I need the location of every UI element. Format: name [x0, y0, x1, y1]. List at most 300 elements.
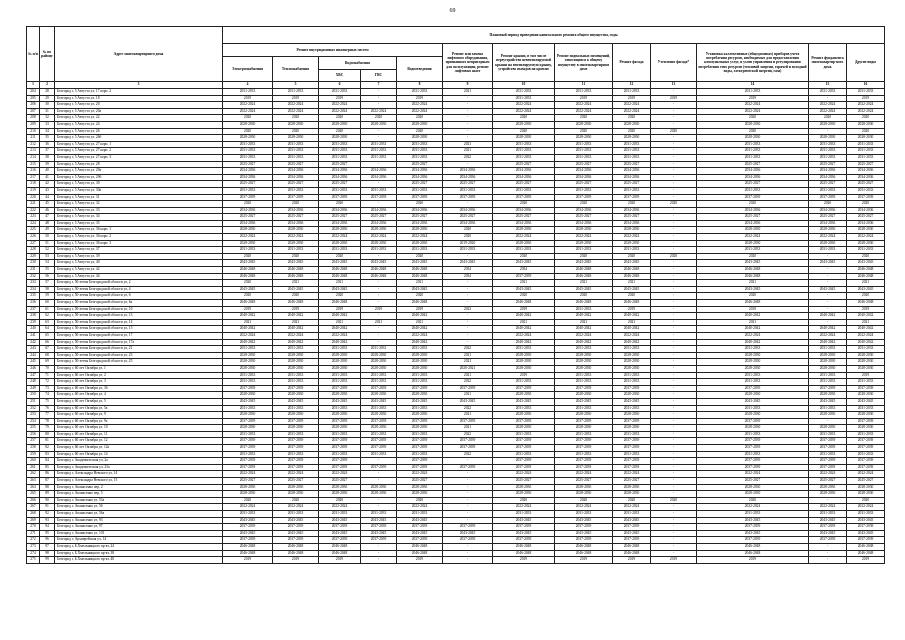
column-number: 15	[809, 82, 847, 89]
period-cell: 2043-2045	[223, 286, 273, 293]
period-cell: 2020	[443, 234, 493, 241]
period-cell: -	[443, 550, 493, 557]
period-cell: 2037-2039	[613, 537, 651, 544]
period-cell: -	[651, 174, 697, 181]
period-cell: 2037-2039	[273, 418, 319, 425]
period-cell: 2043-2045	[555, 260, 613, 267]
period-cell: -	[443, 95, 493, 102]
period-cell: 2020	[651, 253, 697, 260]
period-cell: 2043-2045	[809, 286, 847, 293]
table-row	[27, 497, 885, 504]
period-cell: 2046-2048	[319, 267, 361, 274]
period-cell: 2034-2036	[809, 207, 847, 214]
period-cell: 2037-2039	[697, 464, 809, 471]
period-cell: 2022-2024	[493, 108, 555, 115]
period-cell: 2037-2039	[555, 537, 613, 544]
period-cell: 2019	[397, 306, 443, 313]
district-number-cell: 43	[40, 187, 55, 194]
period-cell: 2028-2030	[397, 359, 443, 366]
period-cell: 2028-2030	[361, 359, 397, 366]
table-row	[27, 234, 885, 241]
period-cell: 2031-2033	[493, 247, 555, 254]
period-cell: 2037-2039	[361, 464, 397, 471]
period-cell: 2037-2039	[493, 418, 555, 425]
period-cell: 2031-2033	[361, 405, 397, 412]
column-number: 14	[697, 82, 809, 89]
period-cell: 2020	[223, 128, 273, 135]
period-cell: 2034-2036	[493, 220, 555, 227]
row-number-cell: 273	[27, 543, 40, 550]
table-row	[27, 187, 885, 194]
address-cell: Белгород г, Б.Хмельницкого пр-кт, 24	[55, 543, 223, 550]
period-cell: 2031-2033	[809, 379, 847, 386]
period-cell: 2037-2039	[493, 464, 555, 471]
period-cell: 2037-2039	[273, 445, 319, 452]
period-cell: 2040-2042	[223, 339, 273, 346]
period-cell: 2028-2030	[555, 491, 613, 498]
period-cell: -	[651, 445, 697, 452]
period-cell: 2046-2048	[223, 267, 273, 274]
period-cell: 2028-2030	[809, 359, 847, 366]
table-row	[27, 253, 885, 260]
district-number-cell: 69	[40, 359, 55, 366]
period-cell: 2043-2045	[273, 260, 319, 267]
period-cell: 2031-2033	[809, 89, 847, 96]
period-cell: 2028-2030	[223, 227, 273, 234]
period-cell: -	[443, 458, 493, 465]
period-cell: 2031-2033	[223, 148, 273, 155]
period-cell: 2022-2024	[319, 102, 361, 109]
period-cell: 2034-2036	[273, 168, 319, 175]
row-number-cell: 225	[27, 227, 40, 234]
period-cell: -	[651, 458, 697, 465]
period-cell: 2037-2039	[493, 537, 555, 544]
period-cell: 2034-2036	[361, 207, 397, 214]
district-number-cell: 35	[40, 135, 55, 142]
period-cell: -	[651, 108, 697, 115]
period-cell: 2031-2033	[273, 247, 319, 254]
period-cell: 2031-2033	[847, 247, 885, 254]
table-row	[27, 504, 885, 511]
table-row	[27, 557, 885, 564]
period-cell: 2019	[273, 306, 319, 313]
period-cell: 2031-2033	[847, 148, 885, 155]
district-number-cell: 32	[40, 115, 55, 122]
period-cell: -	[443, 121, 493, 128]
period-cell: 2037-2039	[397, 464, 443, 471]
address-cell: Белгород г, Александра Невского ул, 14	[55, 471, 223, 478]
period-cell: 2028-2030	[613, 412, 651, 419]
district-number-cell: 89	[40, 491, 55, 498]
row-number-cell: 263	[27, 478, 40, 485]
period-cell: 2020	[847, 293, 885, 300]
period-cell: 2020	[613, 115, 651, 122]
address-cell: Белгород г, 60 лет Октября ул, 10	[55, 425, 223, 432]
district-number-cell: 75	[40, 398, 55, 405]
period-cell: 2028-2030	[273, 227, 319, 234]
period-cell: -	[651, 484, 697, 491]
period-cell: -	[361, 293, 397, 300]
table-row	[27, 379, 885, 386]
period-cell: -	[361, 313, 397, 320]
period-cell: 2025-2027	[397, 214, 443, 221]
table-row	[27, 227, 885, 234]
district-number-cell: 40	[40, 168, 55, 175]
period-cell: 2031-2033	[555, 187, 613, 194]
period-cell: -	[651, 471, 697, 478]
period-cell: 2037-2039	[223, 418, 273, 425]
district-number-cell: 62	[40, 313, 55, 320]
period-cell: 2034-2036	[319, 168, 361, 175]
period-cell: 2040-2042	[809, 326, 847, 333]
period-cell: -	[651, 530, 697, 537]
period-cell: 2034-2036	[555, 207, 613, 214]
period-cell: -	[361, 458, 397, 465]
period-cell: 2046-2048	[397, 273, 443, 280]
period-cell: 2031-2033	[555, 346, 613, 353]
period-cell: -	[361, 543, 397, 550]
period-cell: 2020	[847, 115, 885, 122]
row-number-cell: 275	[27, 557, 40, 564]
period-cell: 2019	[847, 95, 885, 102]
row-number-cell: 247	[27, 372, 40, 379]
period-cell: 2020	[273, 253, 319, 260]
table-row	[27, 306, 885, 313]
period-cell: 2028-2030	[697, 412, 809, 419]
period-cell: 2037-2039	[847, 458, 885, 465]
period-cell: -	[809, 300, 847, 307]
period-cell: 2034-2036	[613, 207, 651, 214]
period-cell: 2025-2027	[319, 478, 361, 485]
period-cell: 2028-2030	[223, 425, 273, 432]
period-cell: -	[361, 300, 397, 307]
period-cell: 2031-2033	[697, 372, 809, 379]
period-cell: 2034-2036	[319, 220, 361, 227]
period-cell: 2019	[223, 306, 273, 313]
period-cell: 2031-2033	[223, 247, 273, 254]
period-cell: 2031-2033	[613, 154, 651, 161]
period-cell: 2031-2033	[397, 346, 443, 353]
period-cell: 2022-2024	[223, 332, 273, 339]
period-cell: 2046-2048	[223, 273, 273, 280]
district-number-cell: 77	[40, 412, 55, 419]
period-cell: 2046-2048	[223, 300, 273, 307]
period-cell: 2025-2027	[223, 478, 273, 485]
period-cell: 2021	[493, 280, 555, 287]
period-cell: 2037-2039	[809, 464, 847, 471]
period-cell: 2034	[443, 267, 493, 274]
period-cell: 2031-2033	[273, 141, 319, 148]
period-cell: 2037-2039	[697, 537, 809, 544]
period-cell: 2034-2036	[555, 168, 613, 175]
period-cell: 2028-2030	[613, 135, 651, 142]
address-cell: Белгород г, 5 Августа ул, 29б	[55, 174, 223, 181]
period-cell: 2046-2048	[273, 267, 319, 274]
period-cell: 2020	[273, 128, 319, 135]
period-cell: 2019	[555, 557, 613, 564]
period-cell: 2031-2033	[361, 148, 397, 155]
district-number-cell: 38	[40, 154, 55, 161]
period-cell: 2028-2030	[555, 240, 613, 247]
period-cell: 2037-2039	[847, 418, 885, 425]
period-cell: 2022-2024	[397, 332, 443, 339]
period-cell: 2021	[223, 319, 273, 326]
period-cell: 2020	[613, 201, 651, 208]
period-cell: 2034-2036	[397, 220, 443, 227]
district-number-cell: 95	[40, 530, 55, 537]
period-cell: -	[651, 220, 697, 227]
row-number-cell: 271	[27, 530, 40, 537]
period-cell: 2031-2033	[847, 511, 885, 518]
period-cell: 2028-2030	[223, 121, 273, 128]
period-cell: 2022-2024	[493, 234, 555, 241]
period-cell: 2037-2039	[319, 524, 361, 531]
period-cell: 2028-2030	[319, 484, 361, 491]
district-number-cell: 78	[40, 418, 55, 425]
period-cell: 2028-2030	[847, 491, 885, 498]
period-cell: -	[443, 161, 493, 168]
address-cell: Белгород г, 5 Августа ул, 36 корп. 2	[55, 234, 223, 241]
period-cell: 2022-2024	[613, 108, 651, 115]
period-cell: 2025-2027	[493, 478, 555, 485]
period-cell: 2022-2024	[697, 108, 809, 115]
period-cell: 2031-2033	[319, 247, 361, 254]
period-cell: 2046-2048	[613, 543, 651, 550]
period-cell: 2028-2030	[319, 121, 361, 128]
period-cell: -	[361, 161, 397, 168]
capital-repair-schedule-table	[26, 26, 885, 564]
period-cell: 2037-2039	[847, 537, 885, 544]
period-cell: 2028-2030	[613, 484, 651, 491]
period-cell: 2025-2027	[493, 214, 555, 221]
period-cell: 2031-2033	[555, 148, 613, 155]
period-cell: 2031-2033	[809, 141, 847, 148]
period-cell: -	[651, 286, 697, 293]
period-cell: 2019	[697, 95, 809, 102]
period-cell: 2031-2033	[555, 405, 613, 412]
period-cell: 2025-2027	[493, 161, 555, 168]
header-other: Другие виды	[847, 44, 885, 82]
period-cell: 2040-2042	[319, 339, 361, 346]
row-number-cell: 261	[27, 464, 40, 471]
period-cell: 2028-2030	[273, 240, 319, 247]
period-cell: 2020	[397, 293, 443, 300]
row-number-cell: 224	[27, 220, 40, 227]
period-cell: 2043-2045	[223, 517, 273, 524]
period-cell: 2028-2030	[397, 392, 443, 399]
period-cell: 2046-2048	[697, 267, 809, 274]
period-cell: 2037-2039	[555, 524, 613, 531]
period-cell: 2021	[697, 319, 809, 326]
period-cell: 2031-2033	[809, 405, 847, 412]
period-cell: 2031-2033	[397, 187, 443, 194]
period-cell: 2020	[613, 128, 651, 135]
row-number-cell: 258	[27, 445, 40, 452]
period-cell: 2020	[223, 280, 273, 287]
period-cell: 2043-2045	[809, 260, 847, 267]
row-number-cell: 272	[27, 537, 40, 544]
table-row	[27, 121, 885, 128]
period-cell: 2020	[319, 128, 361, 135]
table-row	[27, 511, 885, 518]
period-cell: 2028-2030	[493, 352, 555, 359]
period-cell: 2043-2045	[555, 286, 613, 293]
period-cell: -	[809, 418, 847, 425]
period-cell: 2021	[443, 372, 493, 379]
period-cell: 2031-2033	[223, 89, 273, 96]
period-cell: 2021	[397, 280, 443, 287]
period-cell: 2037-2039	[223, 458, 273, 465]
table-row	[27, 108, 885, 115]
period-cell: -	[443, 293, 493, 300]
period-cell: 2031-2033	[273, 379, 319, 386]
period-cell: 2028-2030	[273, 365, 319, 372]
period-cell: -	[651, 240, 697, 247]
table-row	[27, 220, 885, 227]
address-cell: Белгород г, 50-летия Белгородской области ул, 17а	[55, 339, 223, 346]
address-cell: Белгород г, 5 Августа ул, 30	[55, 181, 223, 188]
period-cell: -	[443, 557, 493, 564]
address-cell: Белгород г, 50-летия Белгородской области ул, 6а	[55, 300, 223, 307]
district-number-cell: 28	[40, 89, 55, 96]
period-cell: 2019	[613, 95, 651, 102]
period-cell: 2037-2039	[613, 464, 651, 471]
period-cell: 2046-2048	[697, 550, 809, 557]
period-cell: 2022-2024	[697, 234, 809, 241]
period-cell: 2031-2033	[397, 451, 443, 458]
period-cell: 2031-2033	[443, 187, 493, 194]
period-cell: 2028-2030	[847, 121, 885, 128]
period-cell: 2025-2027	[613, 161, 651, 168]
period-cell: 2037-2039	[273, 385, 319, 392]
period-cell: 2037-2039	[555, 194, 613, 201]
period-cell: 2046-2048	[319, 550, 361, 557]
address-cell: Белгород г, 5 Августа ул, 42	[55, 267, 223, 274]
period-cell: 2043-2045	[697, 517, 809, 524]
period-cell: 2046-2048	[555, 267, 613, 274]
table-row	[27, 326, 885, 333]
period-cell: 2031-2033	[223, 154, 273, 161]
period-cell: 2025-2027	[697, 478, 809, 485]
district-number-cell: 93	[40, 517, 55, 524]
period-cell: 2031-2033	[273, 187, 319, 194]
period-cell: 2025-2027	[361, 214, 397, 221]
period-cell: 2046-2048	[847, 300, 885, 307]
period-cell: 2034-2036	[443, 207, 493, 214]
period-cell: 2034-2036	[809, 168, 847, 175]
district-number-cell: 61	[40, 306, 55, 313]
header-gvs: ГВС	[361, 70, 397, 82]
period-cell: 2037-2039	[361, 385, 397, 392]
period-cell: 2037-2039	[493, 438, 555, 445]
period-cell: 2046-2048	[847, 550, 885, 557]
period-cell: 2037-2039	[397, 524, 443, 531]
period-cell: 2020	[223, 293, 273, 300]
period-cell: 2025-2027	[319, 181, 361, 188]
address-cell: Белгород г, 5 Августа ул, 31	[55, 194, 223, 201]
period-cell: -	[443, 102, 493, 109]
period-cell: 2031-2033	[493, 141, 555, 148]
period-cell: -	[651, 511, 697, 518]
address-cell: Белгород г, Академическая ул, 23а	[55, 464, 223, 471]
period-cell: 2046-2048	[361, 267, 397, 274]
period-cell: 2028-2030	[397, 227, 443, 234]
period-cell: 2020	[555, 115, 613, 122]
period-cell: 2043-2045	[809, 517, 847, 524]
period-cell: 2025-2027	[397, 181, 443, 188]
address-cell: Белгород г, 5 Августа ул, 28	[55, 161, 223, 168]
period-cell: 2031-2033	[361, 431, 397, 438]
period-cell: 2025-2027	[443, 214, 493, 221]
row-number-cell: 248	[27, 379, 40, 386]
header-facade: Ремонт фасада	[613, 44, 651, 82]
period-cell: 2020	[697, 115, 809, 122]
row-number-cell: 264	[27, 484, 40, 491]
period-cell: 2019	[397, 557, 443, 564]
row-number-cell: 220	[27, 194, 40, 201]
period-cell: 2031-2033	[223, 379, 273, 386]
period-cell: 2031-2033	[223, 187, 273, 194]
period-cell: 2025-2027	[273, 478, 319, 485]
period-cell: 2020	[443, 227, 493, 234]
period-cell: -	[443, 115, 493, 122]
district-number-cell: 53	[40, 253, 55, 260]
district-number-cell: 79	[40, 425, 55, 432]
period-cell: 2034-2036	[273, 220, 319, 227]
period-cell: 2037-2039	[555, 438, 613, 445]
period-cell: 2034-2036	[809, 220, 847, 227]
period-cell: 2028-2030	[319, 491, 361, 498]
period-cell: 2022-2024	[493, 504, 555, 511]
period-cell: 2031-2033	[361, 451, 397, 458]
period-cell: -	[651, 273, 697, 280]
period-cell: 2028-2030	[613, 491, 651, 498]
period-cell: 2040-2042	[273, 313, 319, 320]
address-cell: Белгород г, Апанасенко ул, 93	[55, 517, 223, 524]
period-cell: 2022-2024	[697, 102, 809, 109]
period-cell: 2020	[397, 115, 443, 122]
period-cell: 2046-2048	[697, 300, 809, 307]
period-cell: 2022-2024	[809, 471, 847, 478]
period-cell: 2037-2039	[319, 194, 361, 201]
period-cell: 2037-2039	[361, 438, 397, 445]
period-cell: 2040-2042	[613, 326, 651, 333]
table-row	[27, 313, 885, 320]
row-number-cell: 204	[27, 89, 40, 96]
address-cell: Белгород г, Архиерейская ул, 14	[55, 537, 223, 544]
period-cell: 2028-2030	[697, 359, 809, 366]
address-cell: Белгород г, Апанасенко ул, 101	[55, 530, 223, 537]
period-cell: 2019	[651, 95, 697, 102]
period-cell: 2043-2045	[319, 286, 361, 293]
period-cell: 2037-2039	[223, 194, 273, 201]
period-cell: 2034-2036	[613, 220, 651, 227]
table-row	[27, 181, 885, 188]
period-cell: 2025-2027	[319, 161, 361, 168]
period-cell: 2020	[613, 253, 651, 260]
period-cell: 2019	[847, 306, 885, 313]
period-cell: 2043-2045	[809, 530, 847, 537]
period-cell: 2020	[555, 128, 613, 135]
row-number-cell: 222	[27, 207, 40, 214]
period-cell: 2020	[273, 115, 319, 122]
address-cell: Белгород г, 5 Августа ул, 39	[55, 253, 223, 260]
period-cell: 2037-2039	[361, 524, 397, 531]
period-cell: 2019	[493, 557, 555, 564]
period-cell: -	[361, 326, 397, 333]
period-cell: 2028-2030	[697, 121, 809, 128]
period-cell: 2020	[555, 253, 613, 260]
